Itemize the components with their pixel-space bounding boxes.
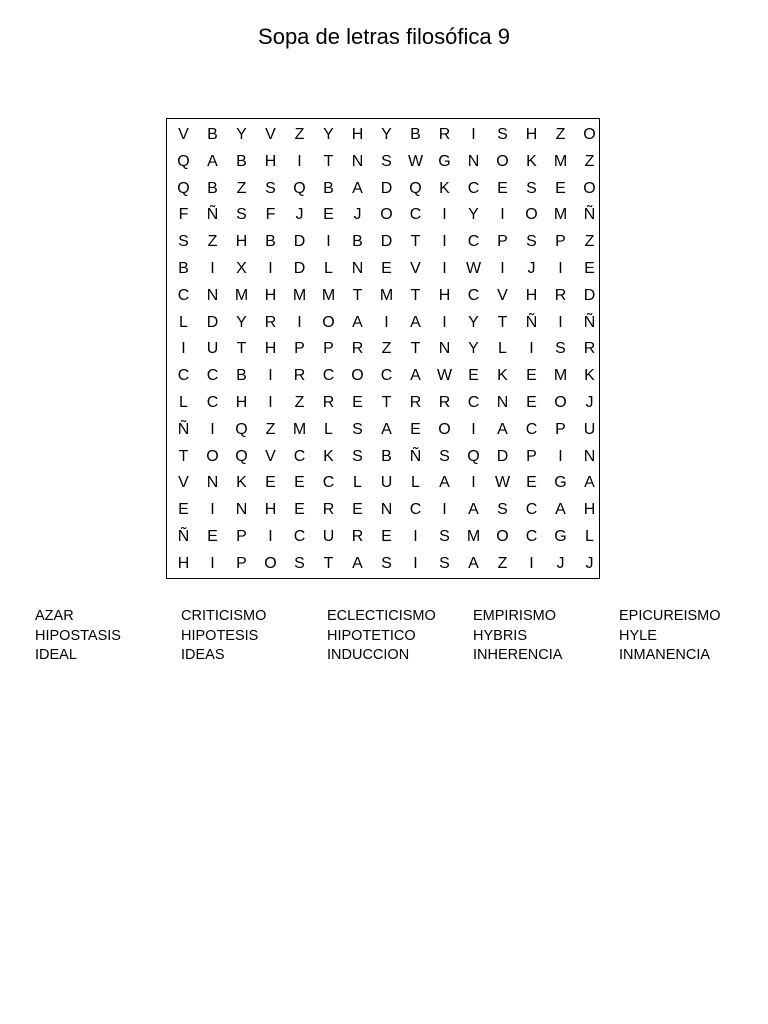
grid-letter: C: [525, 501, 538, 519]
grid-letter: P: [236, 554, 247, 572]
grid-letter: E: [497, 179, 508, 197]
grid-letter: I: [210, 260, 215, 277]
grid-letter: I: [471, 474, 476, 492]
grid-letter: Q: [177, 179, 190, 197]
grid-letter: O: [496, 152, 509, 170]
grid-letter: E: [584, 260, 595, 277]
page-title: Sopa de letras filosófica 9: [258, 24, 510, 49]
grid-letter: S: [439, 528, 450, 545]
grid-letter: M: [553, 367, 568, 385]
grid-letter: D: [380, 179, 393, 197]
grid-letter: R: [583, 340, 596, 358]
grid-letter: E: [381, 260, 392, 277]
grid-letter: T: [410, 286, 421, 304]
grid-letter: E: [526, 367, 537, 385]
grid-letter: A: [410, 313, 421, 331]
grid-letter: J: [295, 206, 304, 224]
grid-letter: Ñ: [177, 528, 190, 545]
grid-letter: I: [413, 528, 418, 545]
grid-letter: U: [583, 420, 596, 438]
grid-letter: O: [264, 554, 277, 572]
grid-letter: G: [554, 474, 567, 492]
grid-letter: L: [179, 394, 188, 411]
grid-letter: S: [497, 126, 508, 143]
grid-letter: C: [525, 420, 538, 438]
grid-letter: V: [178, 126, 189, 143]
grid-letter: I: [384, 313, 389, 331]
grid-letter: N: [467, 152, 480, 170]
grid-letter: G: [438, 152, 451, 170]
grid-letter: O: [322, 313, 335, 331]
grid-row: [167, 444, 599, 471]
grid-letter: A: [468, 501, 479, 519]
grid-letter: M: [553, 152, 568, 170]
grid-letter: A: [439, 474, 450, 492]
grid-letter: B: [236, 152, 247, 170]
grid-letter: P: [497, 233, 508, 251]
grid-letter: Y: [468, 206, 479, 224]
grid-letter: Q: [409, 179, 422, 197]
grid-letter: E: [526, 474, 537, 492]
grid-letter: P: [555, 420, 566, 438]
grid-letter: I: [210, 554, 215, 572]
grid-letter: C: [409, 206, 422, 224]
grid-letter: Y: [236, 313, 247, 331]
grid-letter: A: [555, 501, 566, 519]
grid-row: [167, 256, 599, 283]
grid-letter: K: [236, 474, 247, 492]
grid-letter: Z: [381, 340, 392, 358]
grid-letter: Y: [381, 126, 392, 143]
word-item: HIPOTESIS: [181, 627, 259, 644]
grid-letter: E: [381, 528, 392, 545]
grid-letter: N: [380, 501, 393, 519]
grid-letter: K: [323, 447, 334, 465]
grid-letter: C: [206, 367, 219, 385]
grid-letter: K: [526, 152, 537, 170]
grid-letter: D: [293, 260, 306, 277]
grid-letter: B: [207, 179, 218, 197]
grid-letter: Y: [468, 340, 479, 358]
grid-letter: J: [353, 206, 362, 224]
grid-letter: J: [585, 394, 594, 411]
letter-grid: [166, 118, 600, 579]
grid-letter: J: [585, 554, 594, 572]
grid-letter: U: [322, 528, 335, 545]
grid-letter: A: [584, 474, 595, 492]
grid-letter: I: [326, 233, 331, 251]
grid-letter: I: [268, 528, 273, 545]
grid-letter: Ñ: [206, 206, 219, 224]
grid-letter: H: [264, 340, 277, 358]
grid-letter: H: [235, 394, 248, 411]
word-item: CRITICISMO: [181, 608, 267, 624]
word-row: [0, 626, 768, 646]
grid-row: [167, 229, 599, 256]
grid-letter: Y: [468, 313, 479, 331]
grid-letter: I: [442, 206, 447, 224]
grid-letter: Z: [236, 179, 247, 197]
word-row: [0, 645, 768, 665]
grid-letter: L: [353, 474, 362, 492]
grid-letter: M: [292, 420, 307, 438]
grid-letter: W: [436, 367, 453, 385]
grid-row: [167, 336, 599, 363]
grid-letter: A: [468, 554, 479, 572]
grid-letter: B: [178, 260, 189, 277]
grid-letter: H: [264, 286, 277, 304]
grid-letter: K: [497, 367, 508, 385]
grid-letter: V: [265, 447, 276, 465]
word-item: IDEAS: [181, 647, 225, 663]
grid-letter: S: [265, 179, 276, 197]
grid-letter: L: [324, 260, 333, 277]
grid-letter: R: [409, 394, 422, 411]
grid-letter: R: [351, 528, 364, 545]
grid-letter: W: [407, 152, 424, 170]
grid-letter: T: [236, 340, 247, 358]
grid-row: [167, 497, 599, 524]
word-item: INDUCCION: [327, 647, 410, 663]
grid-letter: B: [236, 367, 247, 385]
grid-letter: S: [352, 420, 363, 438]
grid-letter: L: [498, 340, 507, 358]
grid-letter: T: [323, 152, 334, 170]
word-item: HIPOTETICO: [327, 627, 416, 644]
grid-letter: Z: [497, 554, 508, 572]
grid-letter: R: [322, 501, 335, 519]
grid-letter: E: [294, 501, 305, 519]
grid-letter: E: [265, 474, 276, 492]
grid-letter: Q: [467, 447, 480, 465]
grid-letter: C: [467, 286, 480, 304]
grid-letter: P: [323, 340, 334, 358]
grid-letter: K: [439, 179, 450, 197]
word-row: [0, 606, 768, 626]
grid-letter: N: [235, 501, 248, 519]
grid-letter: S: [555, 340, 566, 358]
grid-letter: D: [206, 313, 219, 331]
grid-letter: I: [471, 126, 476, 143]
grid-letter: S: [381, 554, 392, 572]
grid-letter: L: [585, 528, 594, 545]
grid-letter: Ñ: [583, 313, 596, 331]
grid-row: [167, 524, 599, 551]
grid-letter: T: [352, 286, 363, 304]
grid-letter: Q: [235, 420, 248, 438]
grid-row: [167, 149, 599, 176]
grid-letter: Z: [584, 233, 595, 251]
grid-letter: V: [497, 286, 508, 304]
grid-letter: T: [323, 554, 334, 572]
grid-letter: A: [352, 313, 363, 331]
word-item: INHERENCIA: [473, 647, 563, 663]
grid-letter: O: [438, 420, 451, 438]
grid-letter: T: [410, 233, 421, 251]
grid-letter: I: [210, 501, 215, 519]
grid-letter: S: [526, 179, 537, 197]
grid-letter: F: [265, 206, 276, 224]
grid-letter: C: [177, 286, 190, 304]
grid-letter: A: [352, 554, 363, 572]
grid-letter: B: [410, 126, 421, 143]
grid-row: [167, 363, 599, 390]
grid-letter: O: [583, 126, 596, 143]
grid-letter: I: [558, 313, 563, 331]
grid-letter: I: [297, 313, 302, 331]
grid-letter: E: [294, 474, 305, 492]
grid-letter: Ñ: [525, 313, 538, 331]
grid-letter: S: [439, 447, 450, 465]
grid-letter: E: [410, 420, 421, 438]
grid-letter: I: [442, 313, 447, 331]
grid-letter: C: [206, 394, 219, 411]
grid-letter: Ñ: [409, 447, 422, 465]
grid-letter: I: [210, 420, 215, 438]
grid-letter: M: [321, 286, 336, 304]
word-item: AZAR: [35, 608, 74, 624]
grid-row: [167, 176, 599, 203]
word-item: HYBRIS: [473, 627, 527, 644]
grid-letter: L: [411, 474, 420, 492]
grid-letter: E: [352, 394, 363, 411]
grid-letter: G: [554, 528, 567, 545]
grid-letter: I: [442, 233, 447, 251]
word-item: HYLE: [619, 627, 657, 644]
grid-letter: C: [322, 367, 335, 385]
grid-letter: S: [439, 554, 450, 572]
grid-letter: Z: [207, 233, 218, 251]
grid-letter: I: [181, 340, 186, 358]
grid-letter: R: [554, 286, 567, 304]
word-item: EPICUREISMO: [619, 608, 721, 624]
grid-letter: E: [468, 367, 479, 385]
grid-letter: Q: [177, 152, 190, 170]
grid-letter: Z: [265, 420, 276, 438]
grid-letter: M: [553, 206, 568, 224]
grid-letter: S: [497, 501, 508, 519]
grid-letter: E: [178, 501, 189, 519]
grid-letter: I: [529, 340, 534, 358]
grid-letter: E: [323, 206, 334, 224]
grid-letter: P: [236, 528, 247, 545]
grid-letter: I: [500, 206, 505, 224]
grid-letter: N: [496, 394, 509, 411]
grid-letter: X: [236, 260, 247, 277]
grid-letter: O: [554, 394, 567, 411]
grid-letter: H: [525, 286, 538, 304]
grid-letter: C: [467, 394, 480, 411]
grid-letter: Ñ: [583, 206, 596, 224]
grid-letter: C: [380, 367, 393, 385]
grid-letter: I: [558, 260, 563, 277]
word-item: HIPOSTASIS: [35, 627, 121, 644]
grid-letter: B: [323, 179, 334, 197]
grid-letter: Z: [555, 126, 566, 143]
grid-letter: H: [264, 152, 277, 170]
grid-letter: I: [413, 554, 418, 572]
grid-letter: H: [525, 126, 538, 143]
grid-row: [167, 122, 599, 149]
grid-letter: V: [410, 260, 421, 277]
grid-letter: Z: [294, 394, 305, 411]
grid-letter: O: [583, 179, 596, 197]
word-item: INMANENCIA: [619, 647, 711, 663]
grid-letter: Q: [293, 179, 306, 197]
grid-letter: I: [268, 260, 273, 277]
grid-letter: C: [467, 233, 480, 251]
grid-letter: C: [293, 528, 306, 545]
grid-letter: R: [293, 367, 306, 385]
grid-letter: S: [381, 152, 392, 170]
grid-letter: L: [179, 313, 188, 331]
grid-letter: R: [438, 394, 451, 411]
grid-letter: I: [442, 260, 447, 277]
grid-letter: I: [558, 447, 563, 465]
grid-letter: J: [527, 260, 536, 277]
grid-row: [167, 470, 599, 497]
grid-letter: Y: [236, 126, 247, 143]
grid-letter: W: [465, 260, 482, 277]
grid-letter: N: [206, 474, 219, 492]
grid-letter: N: [351, 260, 364, 277]
grid-letter: I: [297, 152, 302, 170]
grid-letter: R: [351, 340, 364, 358]
grid-letter: U: [206, 340, 219, 358]
grid-letter: T: [410, 340, 421, 358]
grid-letter: V: [265, 126, 276, 143]
grid-letter: N: [351, 152, 364, 170]
grid-letter: B: [207, 126, 218, 143]
grid-letter: M: [466, 528, 481, 545]
grid-letter: N: [583, 447, 596, 465]
grid-letter: O: [525, 206, 538, 224]
grid-letter: S: [236, 206, 247, 224]
grid-letter: H: [235, 233, 248, 251]
grid-letter: D: [380, 233, 393, 251]
grid-letter: H: [177, 554, 190, 572]
grid-letter: F: [178, 206, 189, 224]
grid-letter: T: [497, 313, 508, 331]
grid-letter: E: [555, 179, 566, 197]
grid-row: [167, 283, 599, 310]
grid-row: [167, 417, 599, 444]
grid-letter: A: [381, 420, 392, 438]
grid-letter: M: [379, 286, 394, 304]
grid-letter: I: [268, 394, 273, 411]
grid-letter: D: [293, 233, 306, 251]
grid-letter: C: [409, 501, 422, 519]
grid-row: [167, 551, 599, 578]
grid-letter: S: [178, 233, 189, 251]
grid-letter: O: [351, 367, 364, 385]
grid-letter: U: [380, 474, 393, 492]
grid-letter: I: [500, 260, 505, 277]
grid-letter: C: [467, 179, 480, 197]
grid-letter: L: [324, 420, 333, 438]
grid-letter: E: [207, 528, 218, 545]
grid-letter: V: [178, 474, 189, 492]
grid-letter: S: [352, 447, 363, 465]
word-item: ECLECTICISMO: [327, 608, 436, 624]
grid-letter: D: [583, 286, 596, 304]
grid-letter: E: [352, 501, 363, 519]
grid-letter: S: [294, 554, 305, 572]
grid-letter: Y: [323, 126, 334, 143]
grid-letter: Ñ: [177, 420, 190, 438]
grid-letter: E: [526, 394, 537, 411]
grid-letter: B: [352, 233, 363, 251]
grid-letter: P: [555, 233, 566, 251]
grid-letter: T: [178, 447, 189, 465]
grid-letter: I: [442, 501, 447, 519]
grid-letter: T: [381, 394, 392, 411]
grid-row: [167, 202, 599, 229]
grid-letter: A: [352, 179, 363, 197]
grid-letter: N: [206, 286, 219, 304]
grid-letter: I: [471, 420, 476, 438]
grid-letter: O: [496, 528, 509, 545]
grid-letter: H: [583, 501, 596, 519]
grid-letter: Z: [294, 126, 305, 143]
grid-letter: I: [268, 367, 273, 385]
grid-letter: H: [264, 501, 277, 519]
grid-letter: B: [381, 447, 392, 465]
grid-letter: A: [497, 420, 508, 438]
grid-letter: I: [529, 554, 534, 572]
grid-letter: S: [526, 233, 537, 251]
grid-letter: K: [584, 367, 595, 385]
grid-letter: C: [322, 474, 335, 492]
grid-letter: P: [294, 340, 305, 358]
grid-letter: O: [206, 447, 219, 465]
grid-letter: A: [207, 152, 218, 170]
grid-letter: B: [265, 233, 276, 251]
grid-letter: M: [292, 286, 307, 304]
grid-letter: W: [494, 474, 511, 492]
grid-letter: M: [234, 286, 249, 304]
grid-letter: Z: [584, 152, 595, 170]
grid-letter: A: [410, 367, 421, 385]
grid-letter: Q: [235, 447, 248, 465]
grid-letter: R: [264, 313, 277, 331]
grid-row: [167, 390, 599, 417]
grid-letter: H: [351, 126, 364, 143]
grid-letter: D: [496, 447, 509, 465]
grid-letter: C: [525, 528, 538, 545]
word-item: IDEAL: [35, 647, 77, 663]
grid-letter: H: [438, 286, 451, 304]
grid-letter: J: [556, 554, 565, 572]
grid-letter: R: [322, 394, 335, 411]
grid-letter: P: [526, 447, 537, 465]
grid-row: [167, 310, 599, 337]
grid-letter: N: [438, 340, 451, 358]
grid-letter: C: [293, 447, 306, 465]
word-item: EMPIRISMO: [473, 608, 556, 624]
grid-letter: O: [380, 206, 393, 224]
grid-letter: R: [438, 126, 451, 143]
grid-letter: C: [177, 367, 190, 385]
